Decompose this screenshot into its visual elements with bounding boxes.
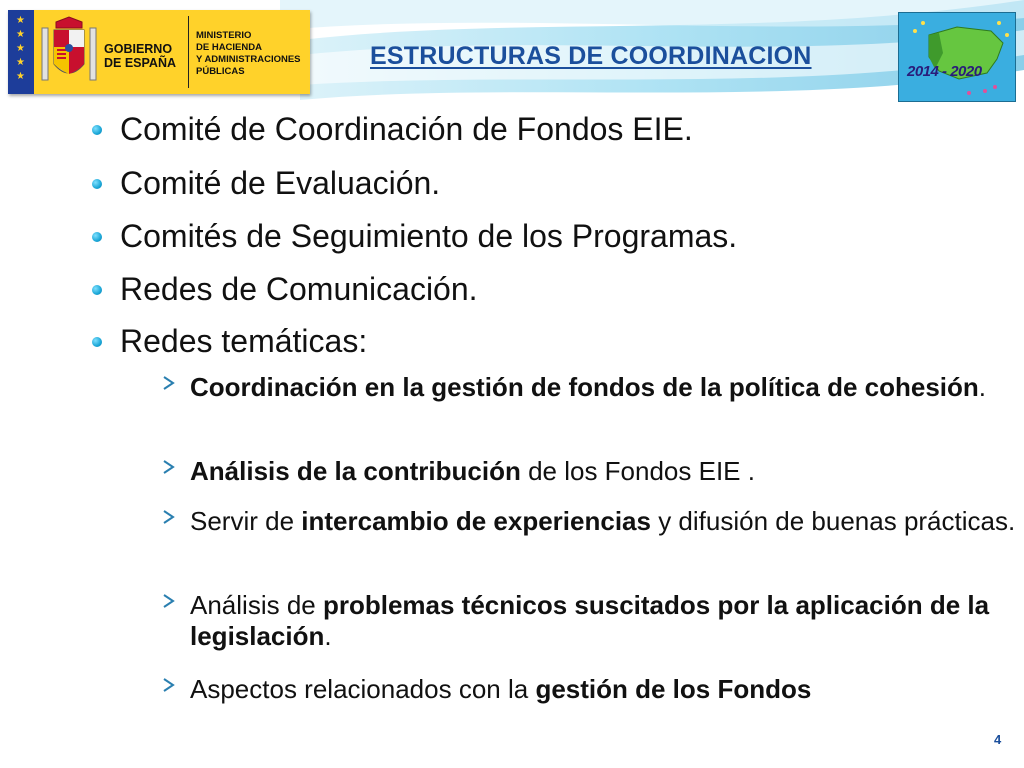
sub-item-post: . xyxy=(324,621,332,651)
page-number: 4 xyxy=(994,732,1002,747)
ministry-line-2: DE HACIENDA xyxy=(196,42,262,53)
bullet-text: Comité de Evaluación. xyxy=(120,165,441,201)
sub-item-text xyxy=(190,590,1017,652)
bullet-dot-icon xyxy=(92,232,102,242)
gov-line-2: DE ESPAÑA xyxy=(104,56,177,70)
sub-item-pre: Servir de xyxy=(190,506,302,536)
sub-item-post: y difusión de buenas prácticas. xyxy=(650,506,1016,536)
sub-item-post: . xyxy=(978,372,986,402)
sub-item-pre: Análisis de xyxy=(190,590,323,620)
chevron-arrow-icon xyxy=(162,677,176,693)
bullet-text: Comités de Seguimiento de los Programas. xyxy=(120,218,738,254)
sub-item-text xyxy=(190,506,1017,537)
sub-item-text xyxy=(190,674,1017,705)
eu-flag-icon: ★ ★ ★ ★ ★ xyxy=(8,10,34,94)
chevron-arrow-icon xyxy=(162,593,176,609)
ministry-line-1: MINISTERIO xyxy=(196,30,252,41)
gov-line-1: GOBIERNO xyxy=(104,42,173,56)
sub-item-text xyxy=(190,456,1017,487)
page-title: ESTRUCTURAS DE COORDINACION xyxy=(370,42,812,70)
sub-item-pre: Aspectos relacionados con la xyxy=(190,674,536,704)
bullet-dot-icon xyxy=(92,125,102,135)
sub-item-bold: Análisis de la contribución xyxy=(190,456,521,486)
bullet-text: Comité de Coordinación de Fondos EIE. xyxy=(120,111,693,147)
sub-item-bold: problemas técnicos suscitados por la aplicación de la legislación xyxy=(190,590,990,651)
sub-item-text xyxy=(190,372,1017,403)
bullet-dot-icon xyxy=(92,285,102,295)
badge-label: 2014 - 2020 xyxy=(907,63,982,80)
bullet-text: Redes temáticas: xyxy=(120,323,368,359)
sub-item-bold: gestión de los Fondos xyxy=(535,674,812,704)
bullet-dot-icon xyxy=(92,179,102,189)
sub-item-bold: intercambio de experiencias xyxy=(301,506,651,536)
bullet-text: Redes de Comunicación. xyxy=(120,271,478,307)
chevron-arrow-icon xyxy=(162,459,176,475)
ministry-line-4: PÚBLICAS xyxy=(196,66,245,77)
ministry-line-3: Y ADMINISTRACIONES xyxy=(196,54,301,65)
sub-item-post: de los Fondos EIE . xyxy=(520,456,755,486)
sub-item-bold: Coordinación en la gestión de fondos de la política de cohesión xyxy=(190,372,979,402)
bullet-dot-icon xyxy=(92,337,102,347)
chevron-arrow-icon xyxy=(162,375,176,391)
chevron-arrow-icon xyxy=(162,509,176,525)
